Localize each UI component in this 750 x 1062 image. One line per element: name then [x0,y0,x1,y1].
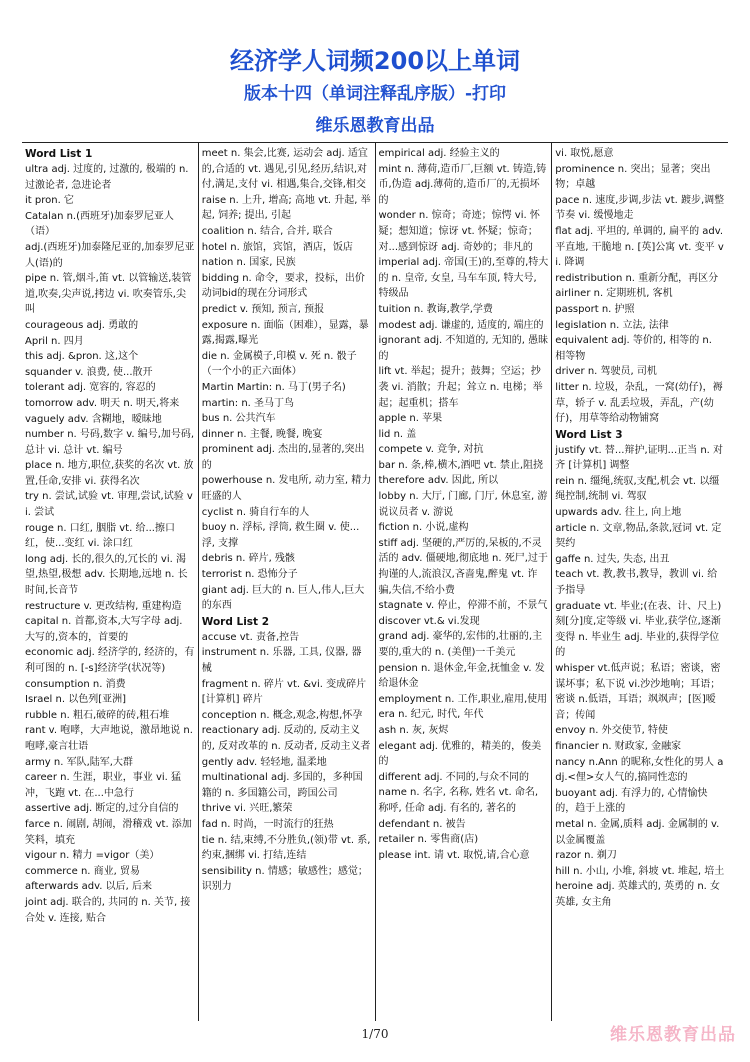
word-entry: bidding n. 命令，要求，投标，出价 动词bid的现在分词形式 [201,272,365,300]
word-entry: raise n. 上升, 增高; 高地 vt. 升起, 举起, 饲养; 提出, 引起 [201,194,371,222]
word-entry: vigour n. 精力 =vigor（美） [25,850,160,862]
word-entry: instrument n. 乐器, 工具, 仪器, 器械 [201,647,362,674]
word-entry: buoy n. 浮标, 浮筒, 救生圈 v. 使...浮, 支撑 [201,522,360,549]
word-entry: discover vt.& vi.发现 [378,615,480,627]
word-entry: name n. 名字, 名称, 姓名 vt. 命名, 称呼, 任命 adj. 有名的, 著名的 [378,787,539,814]
publisher-name: 维乐恩教育出品 [315,116,435,136]
word-entry: pipe n. 管,烟斗,笛 vt. 以管输送,装管道,吹奏,尖声说,拷边 vi. 吹奏管乐,尖叫 [25,273,192,316]
word-entry: vaguely adv. 含糊地，暧昧地 [25,413,162,425]
word-entry: debris n. 碎片, 残骸 [201,553,295,565]
word-entry: mint n. 薄荷,造币厂,巨额 vt. 铸造,铸币,伪造 adj.薄荷的,造币厂的,无损坏的 [378,163,547,206]
word-entry: imperial adj. 帝国(王)的,至尊的,特大的 n. 皇帝, 女皇, 马车车顶, 特大号, 特级品 [378,257,549,300]
word-column-2 [199,143,376,1021]
word-entry: fragment n. 碎片 vt. &vi. 变成碎片 [计算机] 碎片 [201,678,367,706]
word-entry: gaffe n. 过失, 失态, 出丑 [555,553,670,565]
document-title: 经济学人词频200以上单词 [229,47,521,75]
word-entry: fiction n. 小说,虚构 [378,522,469,534]
word-entry: pension n. 退休金,年金,抚恤金 v. 发给退休金 [378,662,545,690]
word-entry: gently adv. 轻轻地, 温柔地 [201,756,327,768]
word-entry: ash n. 灰, 灰烬 [378,724,449,736]
word-entry: restructure v. 更改结构, 重建构造 [25,600,182,612]
word-entry: conception n. 概念,观念,构想,怀孕 [201,709,363,721]
word-entry: rein n. 缰绳,统驭,支配,机会 vt. 以缰绳控制,统制 vi. 驾驭 [555,475,720,503]
word-entry: number n. 号码,数字 v. 编号,加号码,总计 vi. 总计 vt. 编号 [25,429,195,456]
watermark-logo: 维乐恩教育出品 [610,1025,736,1045]
word-entry: it pron. 它 [25,195,74,207]
word-entry: grand adj. 豪华的,宏伟的,壮丽的,主要的,重大的 n. (美俚)一千美元 [378,631,543,658]
word-entry: rant v. 咆哮，大声地说，激昂地说 n. 咆哮,豪言壮语 [25,725,193,752]
word-entry: squander v. 浪费, 使...散开 [25,366,153,378]
page-number: 1/70 [361,1027,389,1041]
word-entry: afterwards adv. 以后, 后来 [25,881,152,893]
word-entry: upwards adv. 往上, 向上地 [555,507,682,519]
word-entry: elegant adj. 优雅的，精美的，俊美的 [378,740,542,768]
word-entry: wonder n. 惊奇；奇迹；惊愕 vi. 怀疑；想知道；惊讶 vt. 怀疑；惊奇；对...感到惊讶 adj. 奇妙的；非凡的 [378,210,540,253]
word-entry: capital n. 首都,资本,大写字母 adj. 大写的,资本的，首要的 [25,616,183,643]
word-entry: passport n. 护照 [555,303,635,315]
word-entry: flat adj. 平坦的, 单调的, 扁平的 adv. 平直地, 干脆地 n. [英]公寓 vt. 变平 vi. 降调 [555,225,724,269]
word-entry: career n. 生涯，职业，事业 vi. 猛冲，飞跑 vt. 在...中急行 [25,772,182,799]
word-entry: legislation n. 立法, 法律 [555,319,669,331]
word-entry: buoyant adj. 有浮力的, 心情愉快的，趋于上涨的 [555,787,708,815]
word-entry: stiff adj. 坚硬的,严厉的,呆板的,不灵活的 adv. 僵硬地,彻底地 n. 死尸,过于拘谨的人,流浪汉,吝啬鬼,醉鬼 vt. 诈骗,失信,不给小费 [378,537,548,596]
word-entry: consumption n. 消费 [25,678,126,690]
word-entry: justify vt. 替...辩护,证明...正当 n. 对齐 [计算机] 调整 [555,444,724,472]
word-entry: metal n. 金属,质料 adj. 金属制的 v. 以金属覆盖 [555,818,720,846]
word-entry: litter n. 垃圾，杂乱，一窝(幼仔)，褥草，轿子 v. 乱丢垃圾，弄乱，产(幼仔)，用草等给动物铺窝 [555,381,723,425]
word-entry: commerce n. 商业, 贸易 [25,865,141,877]
word-entry: economic adj. 经济学的, 经济的，有利可图的 n. [-s]经济学(状况等) [25,647,195,674]
word-entry: reactionary adj. 反动的, 反动主义的, 反对改革的 n. 反动者, 反动主义者 [201,725,371,752]
word-entry: thrive vi. 兴旺,繁荣 [201,803,293,815]
word-entry: compete v. 竞争, 对抗 [378,444,484,456]
word-entry: driver n. 驾驶员, 司机 [555,366,657,378]
word-entry: giant adj. 巨大的 n. 巨人,伟人,巨大的东西 [201,584,365,612]
word-entry: era n. 纪元, 时代, 年代 [378,709,484,721]
word-entry: financier n. 财政家, 金融家 [555,740,682,752]
word-column-3 [376,143,553,1021]
document-header [0,44,750,140]
word-entry: tie n. 结,束缚,不分胜负,(领)带 vt. 系,约束,捆绑 vi. 打结,连结 [201,834,371,862]
word-entry: vi. 取悦,愿意 [555,148,614,159]
word-entry: apple n. 苹果 [378,413,443,425]
word-entry: envoy n. 外交使节, 特使 [555,725,668,737]
word-entry: terrorist n. 恐怖分子 [201,569,298,581]
word-list-heading: Word List 1 [25,148,93,160]
word-entry: employment n. 工作,职业,雇用,使用 [378,693,548,705]
word-entry: prominence n. 突出；显著；突出物；卓越 [555,163,711,191]
word-entry: ultra adj. 过度的, 过激的, 极端的 n. 过激论者, 急进论者 [25,164,189,191]
word-entry: Catalan n.(西班牙)加泰罗尼亚人（语） [25,210,174,238]
word-entry: heroine adj. 英雄式的, 英勇的 n. 女英雄, 女主角 [555,881,721,908]
word-entry: hotel n. 旅馆，宾馆，酒店，饭店 [201,241,353,253]
word-entry: razor n. 剃刀 [555,850,617,862]
word-entry: rouge n. 口红, 胭脂 vt. 给...擦口红，使...变红 vi. 涂口红 [25,522,175,550]
word-entry: multinational adj. 多国的，多种国籍的 n. 多国籍公司，跨国公司 [201,772,363,799]
word-entry: farce n. 闹剧, 胡闹，滑稽戏 vt. 添加笑料，填充 [25,818,192,846]
word-entry: equivalent adj. 等价的, 相等的 n. 相等物 [555,335,712,362]
word-column-1 [22,143,199,1021]
word-entry: empirical adj. 经验主义的 [378,148,500,159]
word-entry: prominent adj. 杰出的,显著的,突出的 [201,444,365,471]
word-entry: powerhouse n. 发电所, 动力室, 精力旺盛的人 [201,475,372,503]
word-entry: stagnate v. 停止，停滞不前，不景气 [378,600,548,612]
word-entry: exposure n. 面临（困难），显露，暴露,揭露,曝光 [201,319,369,347]
word-entry: die n. 金属模子,印模 v. 死 n. 骰子（一个小的正六面体） [201,350,357,378]
word-entry: army n. 军队,陆军,大群 [25,756,133,768]
word-entry: meet n. 集会,比赛, 运动会 adj. 适宜的,合适的 vt. 遇见,引见,经历,结识,对付,满足,支付 vi. 相遇,集合,交锋,相交 [201,148,368,191]
word-entry: predict v. 预知, 预言, 预报 [201,303,325,315]
word-entry: article n. 文章,物品,条款,冠词 vt. 定契约 [555,522,722,550]
word-entry: tolerant adj. 宽容的, 容忍的 [25,382,156,394]
word-entry: dinner n. 主餐, 晚餐, 晚宴 [201,428,323,440]
word-entry: bus n. 公共汽车 [201,413,276,425]
word-entry: therefore adv. 因此, 所以 [378,475,499,487]
word-entry: airliner n. 定期班机, 客机 [555,288,673,300]
word-list-columns [22,142,728,1021]
word-entry: ignorant adj. 不知道的, 无知的, 愚昧的 [378,335,549,362]
word-entry: joint adj. 联合的, 共同的 n. 关节, 接合处 v. 连接, 贴合 [25,896,191,924]
word-entry: long adj. 长的,很久的,冗长的 vi. 渴望,热望,极想 adv. 长期地,远地 n. 长时间,长音节 [25,553,188,597]
word-entry: assertive adj. 断定的,过分自信的 [25,803,179,815]
word-entry: place n. 地方,职位,获奖的名次 vt. 放置,任命,安排 vi. 获得名次 [25,460,194,487]
word-entry: different adj. 不同的,与众不同的 [378,771,529,783]
word-entry: lobby n. 大厅, 门廊, 门厅, 休息室, 游说议员者 v. 游说 [378,491,548,518]
word-entry: cyclist n. 骑自行车的人 [201,506,310,518]
word-entry: courageous adj. 勇敢的 [25,319,139,331]
word-entry: please int. 请 vt. 取悦,请,合心意 [378,849,530,861]
word-entry: accuse vt. 责备,控告 [201,631,300,643]
word-list-heading: Word List 3 [555,428,623,441]
word-entry: sensibility n. 情感；敏感性；感觉；识别力 [201,865,368,893]
word-entry: defendant n. 被告 [378,818,466,830]
word-entry: Martin Martin: n. 马丁(男子名) [201,381,346,393]
word-entry: tomorrow adv. 明天 n. 明天,将来 [25,397,180,409]
word-entry: coalition n. 结合, 合并, 联合 [201,225,333,237]
word-entry: martin: n. 圣马丁鸟 [201,397,295,409]
word-entry: tuition n. 教诲,教学,学费 [378,303,493,315]
word-column-4 [552,143,728,1021]
word-entry: graduate vt. 毕业;(在表、计、尺上)刻[分]度,定等级 vi. 毕业,获学位,逐渐变得 n. 毕业生 adj. 毕业的,获得学位的 [555,600,722,659]
word-entry: teach vt. 教,教书,教导，教训 vi. 给予指导 [555,569,718,597]
word-entry: redistribution n. 重新分配，再区分 [555,272,719,284]
word-entry: hill n. 小山, 小堆, 斜坡 vt. 堆起, 培土 [555,865,725,877]
word-entry: pace n. 速度,步调,步法 vt. 踱步,调整节奏 vi. 缓慢地走 [555,194,725,222]
word-entry: lift vt. 举起；提升；鼓舞；空运；抄袭 vi. 消散；升起；耸立 n. 电梯；举起；起重机；搭车 [378,366,543,409]
word-entry: this adj. &pron. 这,这个 [25,351,139,363]
word-entry: try n. 尝试,试验 vt. 审理,尝试,试验 vi. 尝试 [25,491,193,519]
word-entry: rubble n. 粗石,破碎的砖,粗石堆 [25,709,170,721]
word-entry: fad n. 时尚，一时流行的狂热 [201,818,334,830]
word-entry: nation n. 国家, 民族 [201,257,296,269]
word-entry: Israel n. 以色列[亚洲] [25,694,127,706]
word-entry: nancy n.Ann 的昵称,女性化的男人 adj.<俚>女人气的,搞同性恋的 [555,756,724,784]
document-subtitle: 版本十四（单词注释乱序版）-打印 [243,84,507,104]
word-entry: lid n. 盖 [378,428,417,440]
word-entry: retailer n. 零售商(店) [378,834,479,846]
word-list-heading: Word List 2 [201,615,270,628]
word-entry: adj.(西班牙)加泰隆尼亚的,加泰罗尼亚人(语)的 [25,241,195,269]
word-entry: April n. 四月 [25,335,84,347]
word-entry: bar n. 条,棒,横木,酒吧 vt. 禁止,阻挠 [378,459,544,471]
word-entry: whisper vt.低声说；私语；密谈，密谋坏事；私下说 vi.沙沙地响；耳语；密谈 n.低语，耳语；飒飒声；[医]嗳音；传闻 [555,663,721,721]
word-entry: modest adj. 谦虚的, 适度的, 端庄的 [378,319,544,331]
